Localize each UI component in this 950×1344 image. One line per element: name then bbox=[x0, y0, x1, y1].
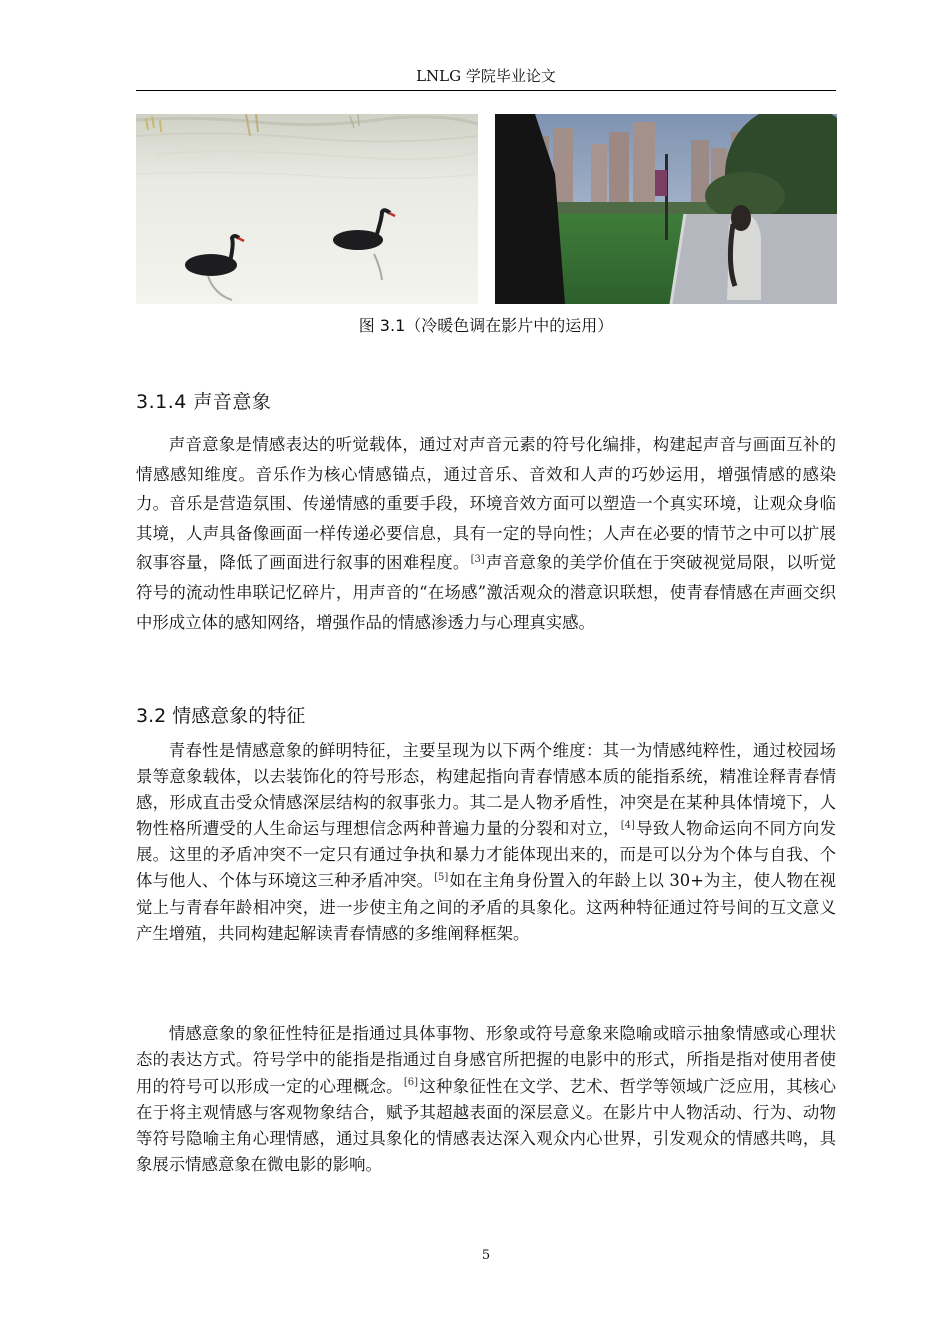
citation-ref[interactable]: [6] bbox=[403, 1077, 419, 1089]
paragraph-text: 青春性是情感意象的鲜明特征，主要呈现为以下两个维度：其一为情感纯粹性，通过校园场景等意象载体，以去装饰化的符号形态，构建起指向青春情感本质的能指系统，精准诠释青春情感，形成直击受众情感深层结构的叙事张力。其二是人物矛盾性，冲突是在某种具体情境下，人物性格所遭受的人生命运与理想信念两种普遍力量的分裂和对立， bbox=[136, 741, 836, 839]
paragraph-text: 这种象征性在文学、艺术、哲学等领域广泛应用，其核心在于将主观情感与客观物象结合，赋予其超越表面的深层意义。在影片中人物活动、行为、动物等符号隐喻主角心理情感，通过具象化的情感表达深入观众内心世界，引发观众的情感共鸣，具象展示情感意象在微电影的影响。 bbox=[136, 1076, 836, 1175]
citation-ref[interactable]: [5] bbox=[434, 872, 449, 883]
paragraph-text: 声音意象的美学价值在于突破视觉局限，以听觉符号的流动性串联记忆碎片，用声音的“在场感”激活观众的潜意识联想，使青春情感在声画交织中形成立体的感知网络，增强作品的情感渗透力与心理真实感。 bbox=[136, 553, 837, 632]
black-swans-photo bbox=[136, 114, 478, 304]
header-divider bbox=[136, 90, 836, 91]
citation-ref[interactable]: [4] bbox=[620, 819, 635, 831]
section-heading-3-1-4: 3.1.4 声音意象 bbox=[136, 391, 272, 413]
paragraph-text: 情感意象的象征性特征是指通过具体事物、形象或符号意象来隐喻或暗示抽象情感或心理状态的表达方式。符号学中的能指是指通过自身感官所把握的电影中的形式，所指是指对使用者使用的符号可以形成一定的心理概念。 bbox=[136, 1024, 836, 1096]
page-header: LNLG 学院毕业论文 bbox=[416, 67, 556, 85]
paragraph-symbolism bbox=[136, 1021, 836, 1179]
campus-lawn-photo bbox=[495, 114, 837, 304]
paragraph-sound-imagery bbox=[136, 430, 836, 637]
paragraph-youthfulness bbox=[136, 738, 836, 947]
paragraph-text: 如在主角身份置入的年龄上以 30+为主，使人物在视觉上与青春年龄相冲突，进一步使主角之间的矛盾的具象化。这两种特征通过符号间的互文意义产生增殖，共同构建起解读青春情感的多维阐释框架。 bbox=[136, 871, 836, 943]
paragraph-text: 声音意象是情感表达的听觉载体，通过对声音元素的符号化编排，构建起声音与画面互补的情感感知维度。音乐作为核心情感锚点，通过音乐、音效和人声的巧妙运用，增强情感的感染力。音乐是营造氛围、传递情感的重要手段，环境音效方面可以塑造一个真实环境，让观众身临其境，人声具备像画面一样传递必要信息，具有一定的导向性；人声在必要的情节之中可以扩展叙事容量，降低了画面进行叙事的困难程度。 bbox=[136, 435, 836, 573]
figure-caption: 图 3.1（冷暖色调在影片中的运用） bbox=[358, 316, 614, 335]
page-number: 5 bbox=[481, 1248, 491, 1263]
section-heading-3-2: 3.2 情感意象的特征 bbox=[136, 705, 306, 727]
paragraph-text: 导致人物命运向不同方向发展。这里的矛盾冲突不一定只有通过争执和暴力才能体现出来的，而是可以分为个体与自我、个体与他人、个体与环境这三种矛盾冲突。 bbox=[136, 819, 837, 891]
citation-ref[interactable]: [3] bbox=[470, 553, 485, 565]
